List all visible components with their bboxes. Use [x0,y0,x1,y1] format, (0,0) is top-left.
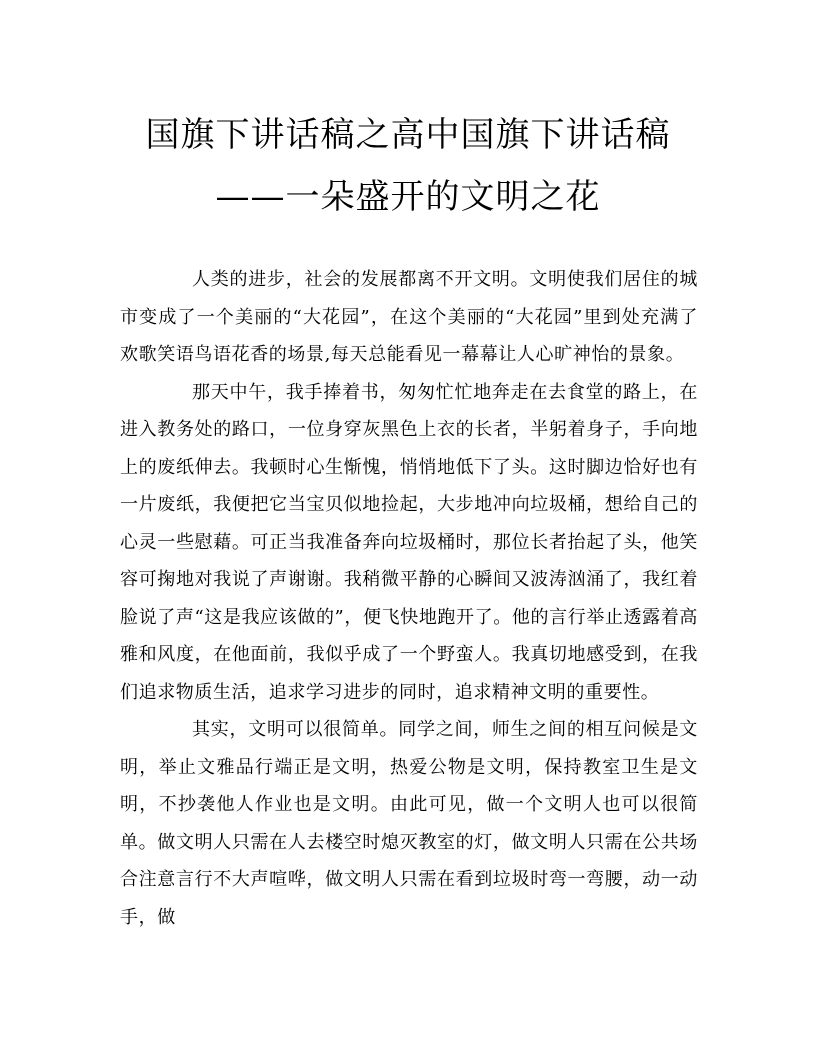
paragraph-3: 其实，文明可以很简单。同学之间，师生之间的相互问候是文明，举止文雅品行端正是文明，热爱公物是文明，保持教室卫生是文明，不抄袭他人作业也是文明。由此可见，做一个文明人也可以很简单。做文明人只需在人去楼空时熄灭教室的灯，做文明人只需在公共场合注意言行不大声喧哗，做文明人只需在看到垃圾时弯一弯腰，动一动手，做 [120,719,698,928]
document-title-line-1: 国旗下讲话稿之高中国旗下讲话稿 [145,115,671,155]
document-title-line-2: ——一朵盛开的文明之花 [215,177,601,217]
paragraph-1: 人类的进步，社会的发展都离不开文明。文明使我们居住的城市变成了一个美丽的“大花园”，在这个美丽的“大花园”里到处充满了欢歌笑语鸟语花香的场景,每天总能看见一幕幕让人心旷神怡的景象。 [120,269,698,365]
paragraph-2: 那天中午，我手捧着书，匆匆忙忙地奔走在去食堂的路上，在进入教务处的路口，一位身穿灰黑色上衣的长者，半躬着身子，手向地上的废纸伸去。我顿时心生惭愧，悄悄地低下了头。这时脚边恰好也有一片废纸，我便把它当宝贝似地捡起，大步地冲向垃圾桶，想给自己的心灵一些慰藉。可正当我准备奔向垃圾桶时，那位长者抬起了头，他笑容可掬地对我说了声谢谢。我稍微平静的心瞬间又波涛汹涌了，我红着脸说了声“这是我应该做的”，便飞快地跑开了。他的言行举止透露着高雅和风度，在他面前，我似乎成了一个野蛮人。我真切地感受到，在我们追求物质生活，追求学习进步的同时，追求精神文明的重要性。 [120,381,698,703]
document-body [120,261,698,936]
